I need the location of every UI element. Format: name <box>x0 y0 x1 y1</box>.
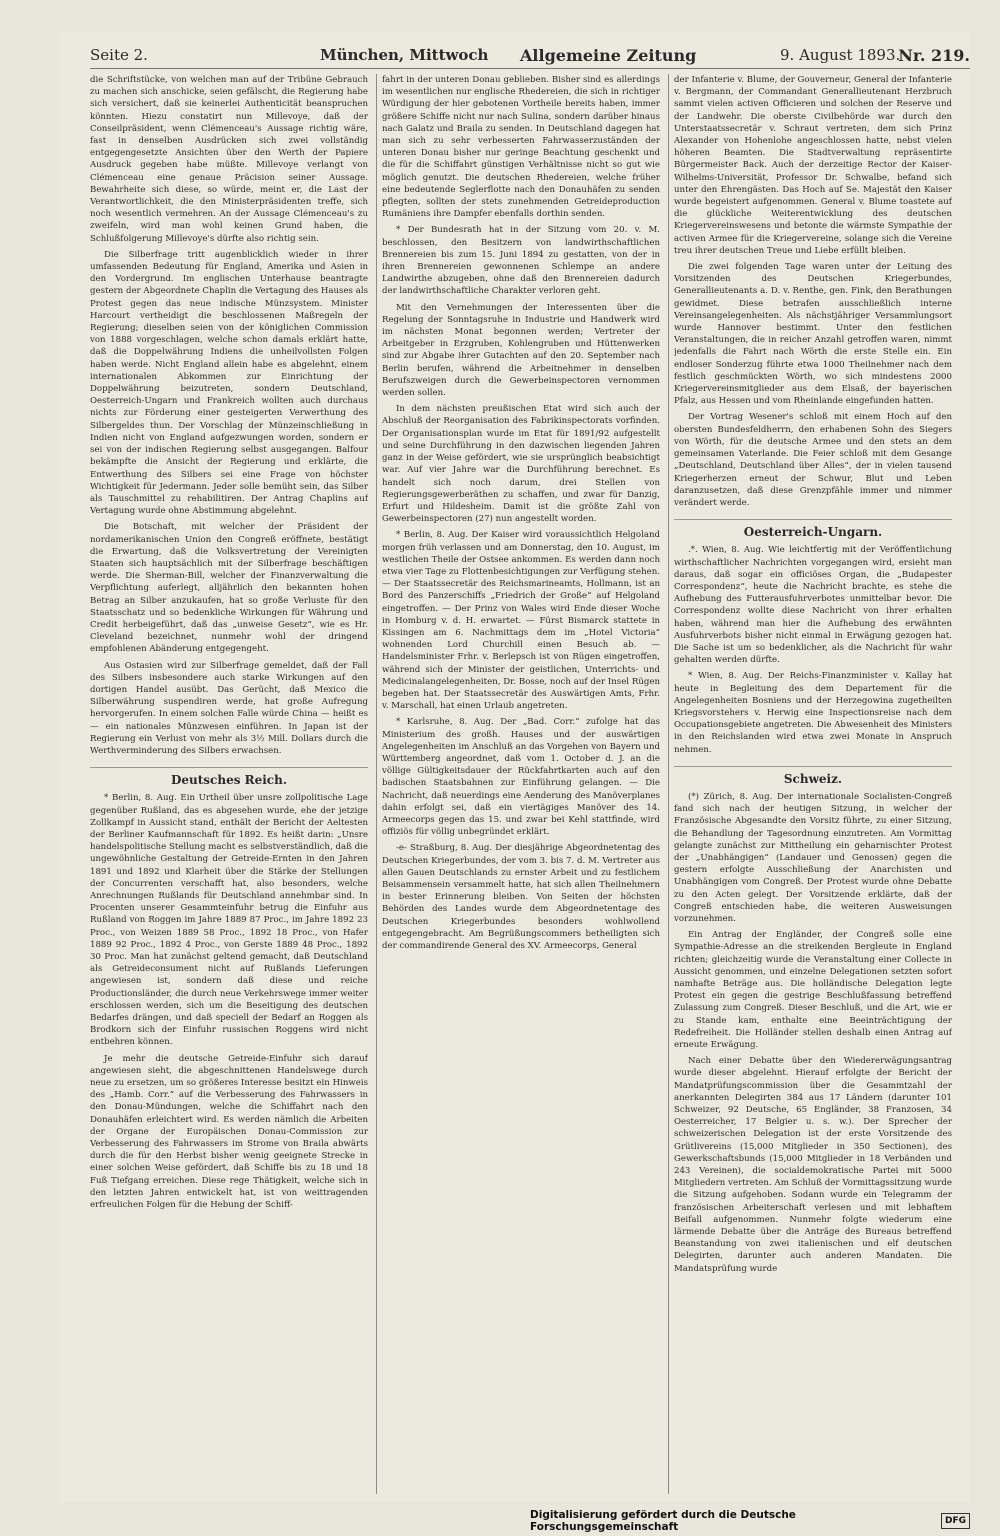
paragraph: * Berlin, 8. Aug. Ein Urtheil über unsre zollpolitische Lage gegenüber Rußland, das es abgesehen wurde, ehe der jetzige Zollkampf in Aussicht stand, enthält der Bericht der Aeltesten der Berliner Kaufmannschaft für 1892. Es heißt darin: „Unsre handelspolitische Stellung macht es selbstverständlich, daß die ungewöhnliche Gestaltung der Getreide-Ernten in den Jahren 1891 und 1892 und Klarheit über die Stärke der Stellungen der Concurrenten verschafft hat, also besonders, welche Anrechnungen Rußlands für Deutschland annehmbar sind. In Procenten unserer Gesammteinfuhr betrug die Einfuhr aus Rußland von Roggen im Jahre 1889 87 Proc., im Jahre 1892 23 Proc., von Weizen 1889 58 Proc., 1892 18 Proc., von Hafer 1889 92 Proc., 1892 4 Proc., von Gerste 1889 48 Proc., 1892 30 Proc. Man hat zunächst geltend gemacht, daß Deutschland als Getreideconsument nicht auf Rußlands Lieferungen angewiesen ist, sondern daß diese und reiche Productionsländer, die durch neue Verkehrswege immer weiter erschlossen werden, sich um die Beseitigung des deutschen Bedarfes drängen, und daß speciell der Bedarf an Roggen als Brodkorn sich der Einfuhr russischen Roggens wird nicht entbehren können. <box>90 793 368 1048</box>
paragraph: Aus Ostasien wird zur Silberfrage gemeldet, daß der Fall des Silbers insbesondere auch starke Wirkungen auf den dortigen Handel ausübt. Das Gerücht, daß Mexico die Silberwährung suspendiren werde, hat große Aufregung hervorgerufen. In einem solchen Falle würde China — heißt es — ein nationales Münzwesen einführen. In Japan ist der Regierung ein Verlust von mehr als 3½ Mill. Dollars durch die Werthverminderung des Silbers erwachsen. <box>90 660 368 756</box>
credit-text: Digitalisierung gefördert durch die Deutsche Forschungsgemeinschaft <box>530 1509 796 1533</box>
column-1 <box>90 74 368 1494</box>
paragraph: * Wien, 8. Aug. Der Reichs-Finanzminister v. Kallay hat heute in Begleitung des dem Departement für die Angelegenheiten Bosniens und der Herzegowina zugetheilten Kriegsvorstehers v. Herwig eine Inspectionsreise nach dem Occupationsgebiete angetreten. Die Abwesenheit des Ministers in den Reichslanden wird etwa zwei Monate in Anspruch nehmen. <box>674 671 952 755</box>
page-number: Seite 2. <box>90 46 148 64</box>
section-title-deutsches-reich: Deutsches Reich. <box>90 767 368 786</box>
column-3 <box>674 74 952 1494</box>
paragraph: Nach einer Debatte über den Wiedererwägungsantrag wurde dieser abgelehnt. Hierauf erfolgte der Bericht der Mandatprüfungscommission über die Gesammtzahl der anerkannten Delegirten 384 aus 17 Ländern (darunter 101 Schweizer, 92 Deutsche, 65 Engländer, 38 Franzosen, 34 Oesterreicher, 17 Belgier u. s. w.). Der Sprecher der schweizerischen Delegation ist der erste Vorsitzende des Grütlivereins (15,000 Mitglieder in 350 Sectionen), des Gewerkschaftsbunds (15,000 Mitglieder in 18 Verbänden und 243 Vereinen), die socialdemokratische Partei mit 5000 Mitgliedern vertreten. Am Schluß der Vormittagssitzung wurde die Sitzung aufgehoben. Sodann wurde ein Telegramm der französischen Arbeiterschaft verlesen und mit lebhaftem Beifall aufgenommen. Nunmehr folgte wiederum eine lärmende Debatte über die Anträge des Bureaus betreffend Beanstandung von zwei italienischen und elf deutschen Delegirten, darunter auch anderen Mandaten. Die Mandatsprüfung wurde <box>674 1056 952 1274</box>
issue-number: Nr. 219. <box>898 45 970 65</box>
paragraph: Die zwei folgenden Tage waren unter der Leitung des Vorsitzenden des Deutschen Kriegerbundes, Generallieutenants a. D. v. Renthe, gen. Fink, den Berathungen gewidmet. Diese betrafen ausschließlich interne Vereinsangelegenheiten. Als nächstjähriger Versammlungsort wurde Hannover bestimmt. Unter den festlichen Veranstaltungen, die in reicher Anzahl getroffen waren, nimmt jedenfalls die Fahrt nach Wörth die erste Stelle ein. Ein endloser Sonderzug führte etwa 1000 Theilnehmer nach dem festlich geschmückten Wörth, wo sich mindestens 2000 Kriegervereinsmitglieder aus dem Elsaß, der bayerischen Pfalz, aus Hessen und vom Rheinlande eingefunden hatten. <box>674 262 952 407</box>
paragraph: -e- Straßburg, 8. Aug. Der diesjährige Abgeordnetentag des Deutschen Kriegerbundes, der vom 3. bis 7. d. M. Vertreter aus allen Gauen Deutschlands zu ernster Arbeit und zu festlichem Beisammensein versammelt hatte, hat sich allen Theilnehmern in bester Erinnerung bleiben. Von Seiten der höchsten Behörden des Landes wurde dem Abgeordnetentage des Deutschen Kriegerbundes besonders wohlwollend entgegengebracht. Am Begrüßungscommers betheiligten sich der commandirende General des XV. Armeecorps, General <box>382 843 660 952</box>
paragraph: * Berlin, 8. Aug. Der Kaiser wird voraussichtlich Helgoland morgen früh verlassen und am Donnerstag, den 10. August, im westlichen Theile der Ostsee ankommen. Es werden dann noch etwa vier Tage zu Flottenbesichtigungen zur Verfügung stehen. — Der Staatssecretär des Reichsmarineamts, Hollmann, ist an Bord des Panzerschiffs „Friedrich der Große“ auf Helgoland eingetroffen. — Der Prinz von Wales wird Ende dieser Woche in Homburg v. d. H. erwartet. — Fürst Bismarck stattete in Kissingen am 6. Nachmittags dem im „Hotel Victoria“ wohnenden Lord Churchill einen Besuch ab. — Handelsminister Frhr. v. Berlepsch ist von Rügen eingetroffen, während sich der Minister der geistlichen, Unterrichts- und Medicinalangelegenheiten, Dr. Bosse, noch auf der Insel Rügen begeben hat. Der Staatssecretär des Auswärtigen Amts, Frhr. v. Marschall, hat einen Urlaub angetreten. <box>382 530 660 712</box>
masthead <box>90 42 970 69</box>
paragraph: .*. Wien, 8. Aug. Wie leichtfertig mit der Veröffentlichung wirthschaftlicher Nachrichten vorgegangen wird, ersieht man daraus, daß sogar ein officiöses Organ, die „Budapester Correspondenz“, heute die Nachricht brachte, es stehe die Aufhebung des Futterausfuhrverbotes unmittelbar bevor. Die Correspondenz wollte diese Nachricht von ihrer erhalten haben, während man hier die Aufhebung des erwähnten Ausfuhrverbots bisher nicht einmal in Erwägung gezogen hat. Die Sache ist um so bedenklicher, als die Nachricht für wahr gehalten werden dürfte. <box>674 545 952 666</box>
place-and-day: München, Mittwoch <box>320 46 489 64</box>
paragraph: die Schriftstücke, von welchen man auf der Tribüne Gebrauch zu machen sich anschicke, seien gefälscht, die Regierung habe sich versichert, daß sie keinerlei Authenticität beanspruchen könnten. Hiezu constatirt nun Millevoye, daß der Conseilpräsident, wenn Clémenceau's Aussage richtig wäre, fast in denselben Ausdrücken sich zwei vollständig entgegengesetzte Ansichten über den Werth der Papiere Ausdruck gegeben habe müßte. Millevoye verlangt von Clémenceau eine genaue Präcision seiner Aussage. Bewahrheite sich diese, so würde, meint er, die Last der Verantwortlichkeit, die den Ministerpräsidenten treffe, sich noch wesentlich vermehren. An der Aussage Clémenceau's zu zweifeln, wird man wohl keinen Grund haben, die Schlußfolgerung Millevoye's dürfte also richtig sein. <box>90 75 368 244</box>
digitization-credit <box>530 1509 970 1533</box>
column-divider <box>376 74 377 1494</box>
paragraph: Ein Antrag der Engländer, der Congreß solle eine Sympathie-Adresse an die streikenden Bergleute in England richten; gleichzeitig wurde die Veranstaltung einer Collecte in Aussicht genommen, und einzelne Delegationen setzten sofort namhafte Beträge aus. Die holländische Delegation legte Protest ein gegen die gestrige Beschlußfassung betreffend Zulassung zum Congreß. Dieser Beschluß, und die Art, wie er zu Stande kam, enthalte eine Beeinträchtigung der Redefreiheit. Die Holländer stellen deshalb einen Antrag auf erneute Erwägung. <box>674 930 952 1051</box>
paragraph: fahrt in der unteren Donau geblieben. Bisher sind es allerdings im wesentlichen nur englische Rhedereien, die sich in richtiger Würdigung der hier gebotenen Vortheile bereits haben, immer größere Schiffe nicht nur nach Sulina, sondern darüber hinaus nach Galatz und Braila zu senden. In Deutschland dagegen hat man sich zu sehr verbesserten Fahrwasserzuständen der unteren Donau bisher nur geringe Beachtung geschenkt und die für die Schiffahrt günstigen Verhältnisse nicht so gut wie möglich genutzt. Die deutschen Rhedereien, welche früher eine bedeutende Seglerflotte nach den Donauhäfen zu senden pflegten, sollten der stets zunehmenden Getreideproduction Rumäniens ihre Dampfer ebenfalls dorthin senden. <box>382 75 660 220</box>
paragraph: In dem nächsten preußischen Etat wird sich auch der Abschluß der Reorganisation des Fabrikinspectorats vorfinden. Der Organisationsplan wurde im Etat für 1891/92 aufgestellt und seine Durchführung in den dazwischen liegenden Jahren ganz in der Weise gefördert, wie sie ursprünglich beabsichtigt war. Auf vier Jahre war die Durchführung berechnet. Es handelt sich noch darum, drei Stellen von Regierungsgewerberäthen zu schaffen, und zwar für Danzig, Erfurt und Hildesheim. Damit ist die größte Zahl von Gewerbeinspectoren (27) nun angestellt worden. <box>382 404 660 525</box>
paragraph: * Der Bundesrath hat in der Sitzung vom 20. v. M. beschlossen, den Besitzern von landwirthschaftlichen Brennereien bis zum 15. Juni 1894 zu gestatten, von der in ihren Brennereien gewonnenen Schlempe an andere Landwirthe abzugeben, ohne daß den Brennereien dadurch der landwirthschaftliche Charakter verloren geht. <box>382 225 660 297</box>
issue-date: 9. August 1893. <box>780 46 901 64</box>
paragraph: Mit den Vernehmungen der Interessenten über die Regelung der Sonntagsruhe in Industrie und Handwerk wird im nächsten Monat begonnen werden; Vertreter der Arbeitgeber in Erzgruben, Kohlengruben und Hüttenwerken sind zur Abgabe ihrer Gutachten auf den 20. September nach Berlin berufen, während die Arbeitnehmer in denselben Berufszweigen durch die Gewerbeinspectoren vernommen werden sollen. <box>382 302 660 399</box>
newspaper-title: Allgemeine Zeitung <box>520 45 697 65</box>
paragraph: Die Botschaft, mit welcher der Präsident der nordamerikanischen Union den Congreß eröffnete, bestätigt die Erwartung, daß die Volksvertretung der Vereinigten Staaten sich hauptsächlich mit der Silberfrage beschäftigen werde. Die Sherman-Bill, welcher der Finanzverwaltung die Verpflichtung auferlegt, alljährlich den bekannten hohen Betrag an Silber anzukaufen, hat so große Verluste für den Staatsschatz und so bedenkliche Wirkungen für Währung und Credit herbeigeführt, daß das „unweise Gesetz“, wie es Hr. Cleveland bezeichnet, nunmehr wohl der dringend empfohlenen Abänderung entgegengeht. <box>90 522 368 655</box>
paragraph: Die Silberfrage tritt augenblicklich wieder in ihrer umfassenden Bedeutung für England, Amerika und Asien in den Vordergrund. Im englischen Unterhause beantragte gestern der Abgeordnete Chaplin die Vertagung des Hauses als Protest gegen das neue indische Münzsystem. Minister Harcourt vertheidigt die beschlossenen Maßregeln der Regierung; dieselben seien von der königlichen Commission von 1888 vorgeschlagen, welche schon damals erklärt hatte, daß die Doppelwährung Indiens die unheilvollsten Folgen haben werde. Nicht England allein habe es abgelehnt, einem internationalen Abkommen zur Einrichtung der Doppelwährung beizutreten, sondern Deutschland, Oesterreich-Ungarn und Frankreich wollten auch durchaus nichts zur Förderung einer gesteigerten Verwerthung des Silbergeldes thun. Der Vorschlag der Münzeinschließung in Indien nicht von England aufgezwungen worden, sondern er sei von der indischen Regierung selbst ausgegangen. Balfour bekämpfte die Ansicht der Regierung und erklärte, die Entwerthung des Silbers sei eine Frage von höchster Wichtigkeit für Jedermann. Jeder solle bemüht sein, das Silber als Tauschmittel zu rehabilitiren. Der Antrag Chaplins auf Vertagung wurde ohne Abstimmung abgelehnt. <box>90 249 368 517</box>
section-title-schweiz: Schweiz. <box>674 766 952 785</box>
paragraph: * Karlsruhe, 8. Aug. Der „Bad. Corr.“ zufolge hat das Ministerium des großh. Hauses und der auswärtigen Angelegenheiten im Anschluß an das Vorgehen von Bayern und Württemberg angeordnet, daß vom 1. October d. J. an die völlige Gültigkeitsdauer der Rückfahrtkarten auch auf den badischen Staatsbahnen zur Einführung gelangen. — Die Nachricht, daß neuerdings eine Aenderung des Manöverplanes dahin erfolgt sei, daß ein viertägiges Manöver des 14. Armeecorps gegen das 15. und zwar bei Kehl stattfinde, wird offiziös für völlig unbegründet erklärt. <box>382 717 660 838</box>
paragraph: Der Vortrag Wesener's schloß mit einem Hoch auf den obersten Bundesfeldherrn, den erhabenen Sohn des Siegers von Wörth, für die deutsche Armee und den stets an dem gemeinsamen Vaterlande. Die Feier schloß mit dem Gesange „Deutschland, Deutschland über Alles“, der in vielen tausend Kriegerherzen erneut der Schwur, Blut und Leben daranzusetzen, daß diese Grenzpfähle immer und nimmer verändert werde. <box>674 412 952 508</box>
section-title-oesterreich-ungarn: Oesterreich-Ungarn. <box>674 519 952 538</box>
paragraph: (*) Zürich, 8. Aug. Der internationale Socialisten-Congreß fand sich nach der heutigen Sitzung, in welcher der Französische Abgesandte den Vorsitz führte, zu einer Sitzung, die Behandlung der Tagesordnung einzutreten. Am Vormittag gelangte zunächst zur Mittheilung ein geharnischter Protest der „Unabhängigen“ (Landauer und Genossen) gegen die gestern erfolgte Ausschließung der Anarchisten und Unabhängigen vom Congreß. Der Protest wurde ohne Debatte zu den Acten gelegt. Der Vorsitzende erklärte, daß der Congreß entschieden habe, die weiteren Ausweisungen vorzunehmen. <box>674 791 952 924</box>
newspaper-page <box>60 32 970 1502</box>
dfg-logo-icon: DFG <box>941 1513 970 1529</box>
column-2 <box>382 74 660 1494</box>
article-columns <box>90 74 970 1494</box>
paragraph: Je mehr die deutsche Getreide-Einfuhr sich darauf angewiesen sieht, die abgeschnittenen Handelswege durch neue zu ersetzen, um so größeres Interesse besitzt ein Hinweis des „Hamb. Corr.“ auf die Verbesserung des Fahrwassers in den Donau-Mündungen, welche die Schiffahrt nach den Donauhäfen erleichtert wird. Es werden nämlich die Arbeiten der Organe der Europäischen Donau-Commission zur Verbesserung des Fahrwassers im Strome von Braila abwärts durch die für den Herbst bisher wenig geeignete Strecke in einer solchen Weise gefördert, daß Schiffe bis zu 18 und 18 Fuß Tiefgang erreichen. Diese rege Thätigkeit, welche sich in den letzten Jahren entwickelt hat, ist von weittragenden erfreulichen Folgen für die Hebung der Schiff- <box>90 1053 368 1211</box>
paragraph: der Infanterie v. Blume, der Gouverneur, General der Infanterie v. Bergmann, der Commandant Generallieutenant Herzbruch sammt vielen activen Officieren und solchen der Reserve und der Landwehr. Die oberste Civilbehörde war durch den Unterstaatssecretär v. Schraut vertreten, dem sich Prinz Alexander von Hohenlohe angeschlossen hatte, nebst vielen höheren Beamten. Die Stadtverwaltung repräsentirte Bürgermeister Back. Auch der derzeitige Rector der Kaiser-Wilhelms-Universität, Professor Dr. Schwalbe, befand sich unter den Ehrengästen. Das Hoch auf Se. Majestät den Kaiser wurde begeistert aufgenommen. General v. Blume toastete auf die glückliche Weiterentwicklung des deutschen Kriegervereinswesens und betonte die wärmste Sympathie der activen Armee für die Kriegervereine, solange sich die Vereine treu ihrer deutschen Treue und Liebe erfüllt bleiben. <box>674 75 952 256</box>
column-divider <box>668 74 669 1494</box>
